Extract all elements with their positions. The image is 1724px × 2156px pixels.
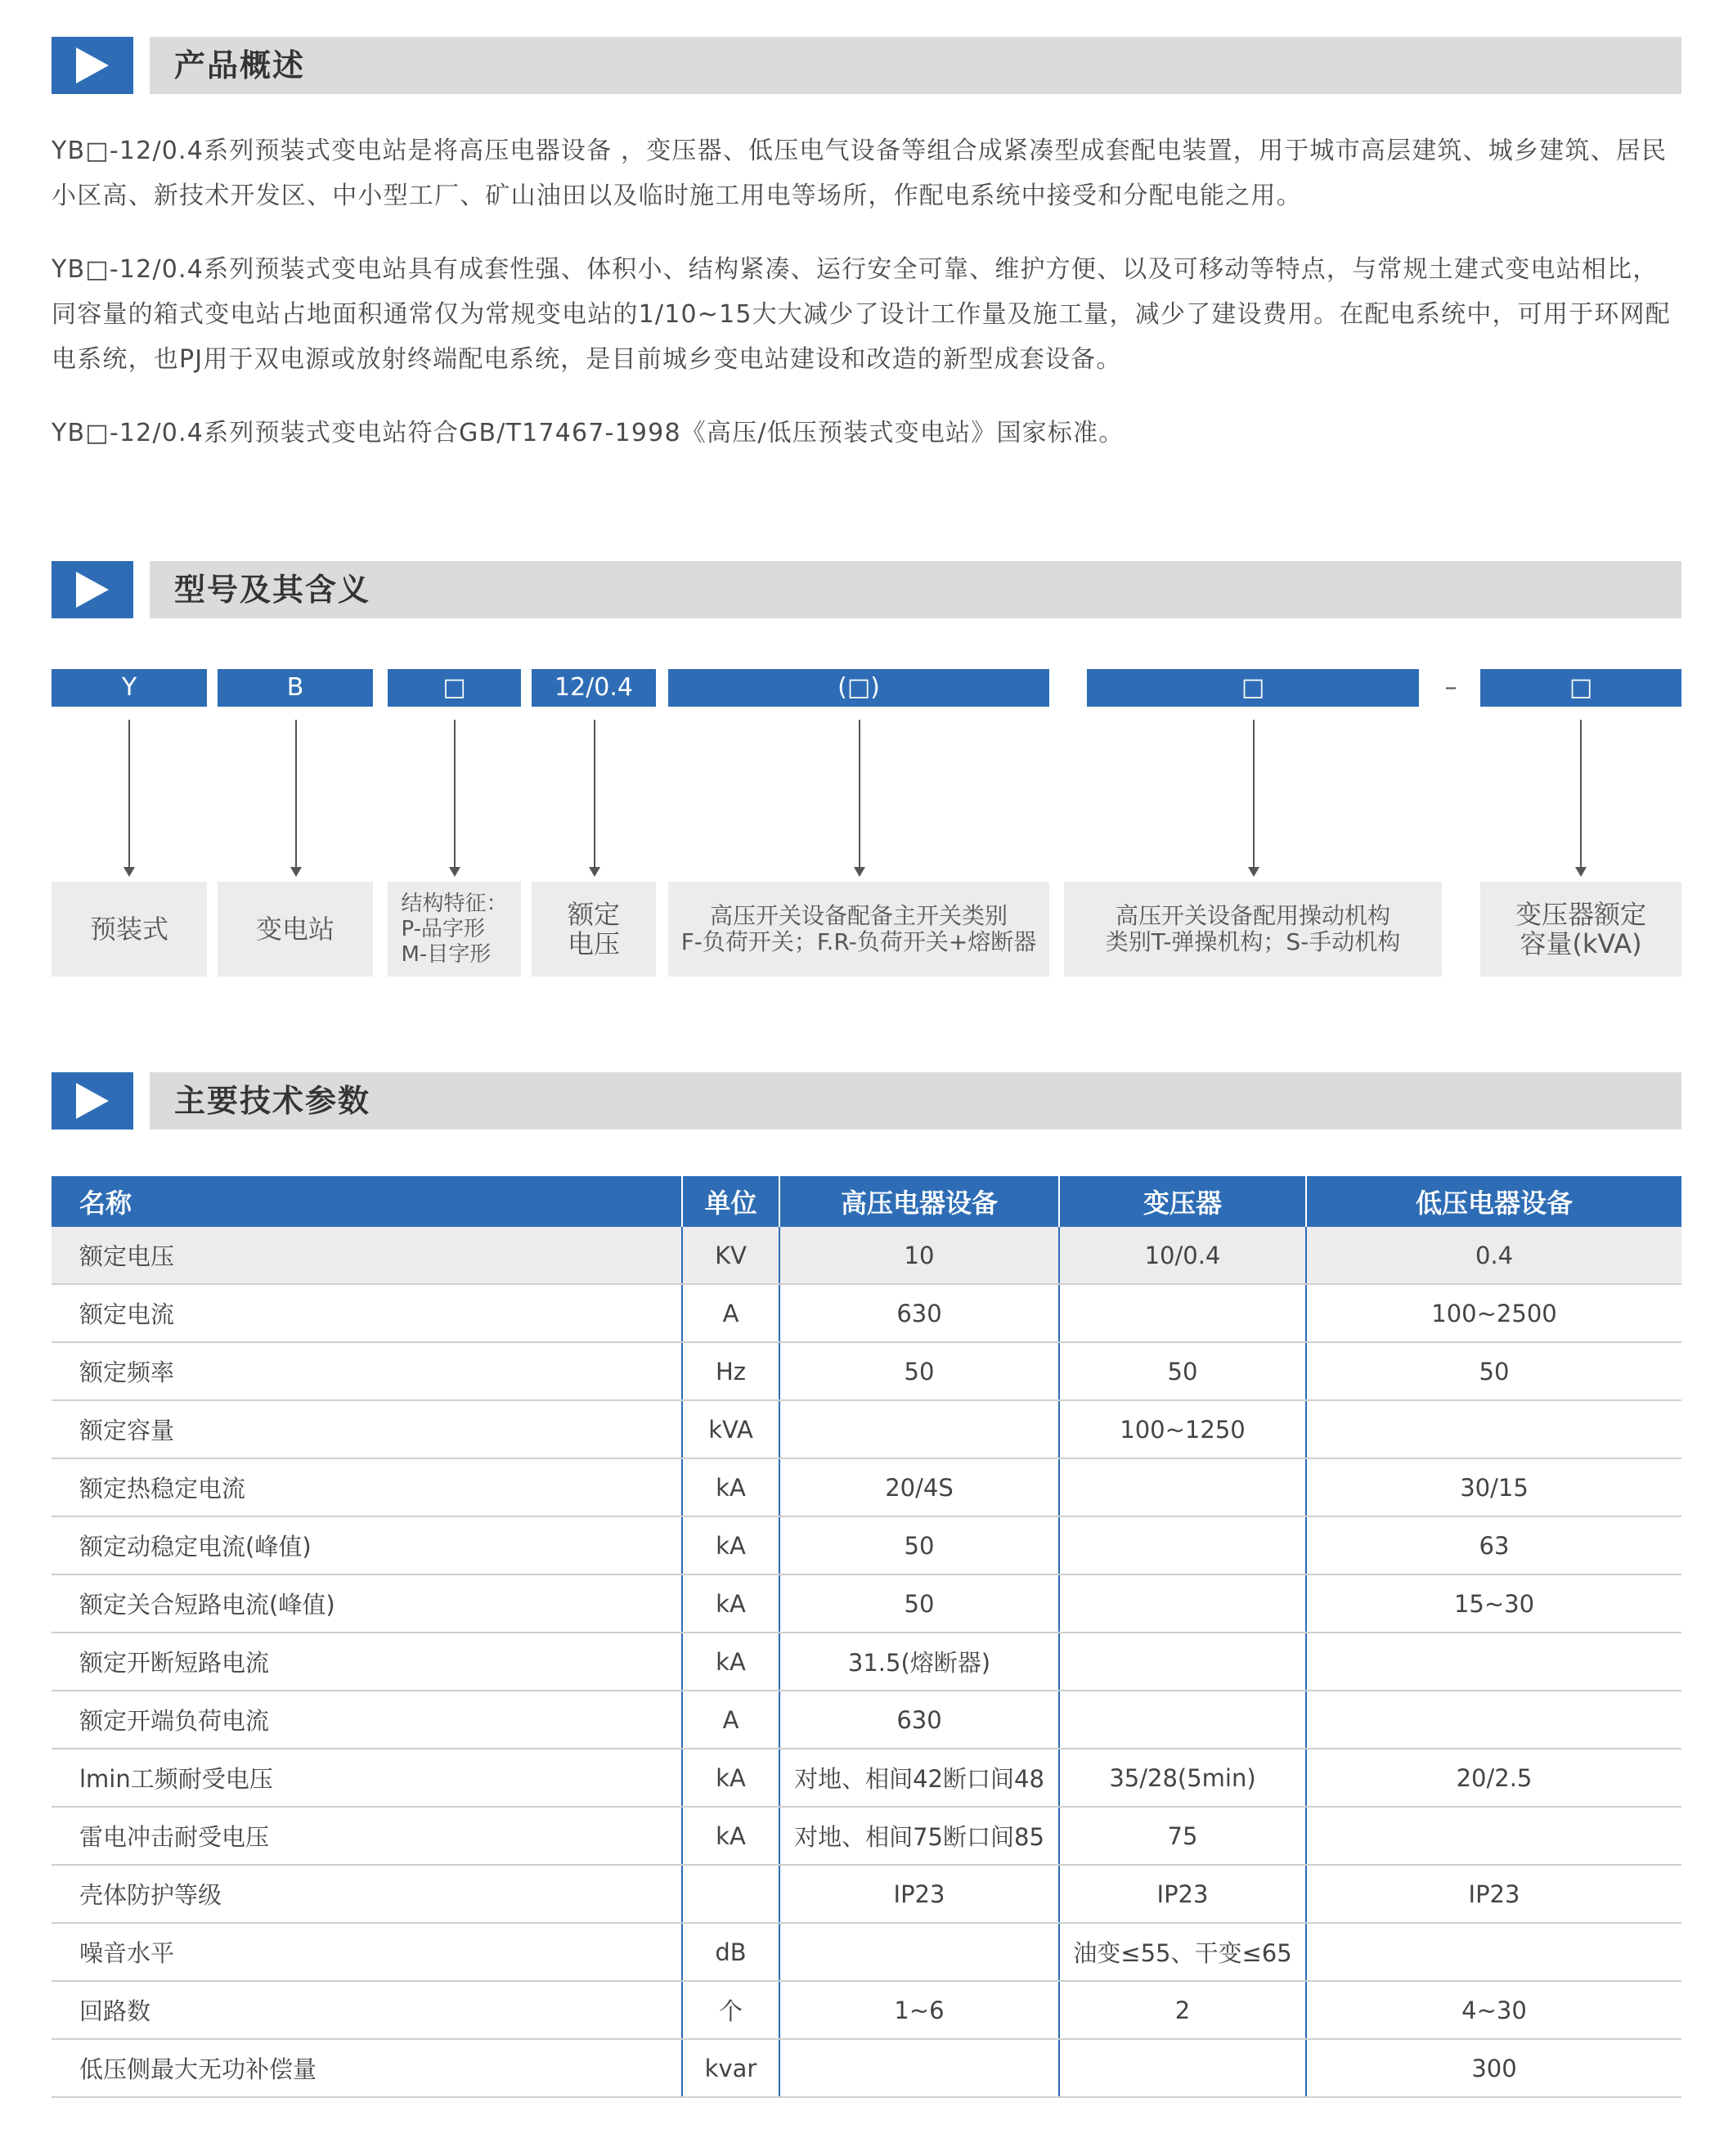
table-row: [52, 1865, 1681, 1923]
cell-hv: 对地、相间75断口间85: [779, 1807, 1059, 1865]
cell-name: 额定开端负荷电流: [52, 1691, 682, 1749]
code-box-main-switch: (□): [668, 669, 1049, 707]
play-icon: [52, 561, 133, 618]
table-row: [52, 1749, 1681, 1807]
cell-name: 低压侧最大无功补偿量: [52, 2039, 682, 2097]
cell-name: 额定关合短路电流(峰值): [52, 1574, 682, 1633]
cell-unit: [682, 1865, 779, 1923]
cell-lv: [1306, 1923, 1681, 1981]
cell-transformer: [1059, 2039, 1306, 2097]
cell-lv: 30/15: [1306, 1458, 1681, 1516]
spec-table: [52, 1176, 1681, 2098]
cell-transformer: 50: [1059, 1342, 1306, 1400]
meaning-structure: 结构特征： P-品字形 M-目字形: [388, 882, 521, 977]
cell-unit: kA: [682, 1749, 779, 1807]
table-row: [52, 1400, 1681, 1458]
table-row: [52, 1691, 1681, 1749]
cell-hv: 50: [779, 1342, 1059, 1400]
overview-paragraph-2: YB□-12/0.4系列预装式变电站具有成套性强、体积小、结构紧凑、运行安全可靠、维护方便、以及可移动等特点，与常规土建式变电站相比，同容量的箱式变电站占地面积通常仅为常规变电站的1/10~15大大减少了设计工作量及施工量，减少了建设费用。在配电系统中，可用于环网配电系统，也PJ用于双电源或放射终端配电系统，是目前城乡变电站建设和改造的新型成套设备。: [52, 255, 1671, 374]
arrow-down-icon: [1253, 720, 1255, 875]
section-header-model: [52, 561, 1681, 618]
cell-unit: dB: [682, 1923, 779, 1981]
table-row: [52, 1227, 1681, 1284]
cell-lv: IP23: [1306, 1865, 1681, 1923]
cell-name: 额定动稳定电流(峰值): [52, 1516, 682, 1574]
cell-lv: 20/2.5: [1306, 1749, 1681, 1807]
cell-hv: [779, 1923, 1059, 1981]
table-row: [52, 1458, 1681, 1516]
cell-transformer: 油变≤55、干变≤65: [1059, 1923, 1306, 1981]
cell-name: 壳体防护等级: [52, 1865, 682, 1923]
cell-lv: 0.4: [1306, 1227, 1681, 1284]
section-header-params: [52, 1072, 1681, 1130]
cell-transformer: 2: [1059, 1981, 1306, 2039]
cell-lv: [1306, 1400, 1681, 1458]
code-dash: –: [1444, 673, 1457, 702]
cell-name: 额定容量: [52, 1400, 682, 1458]
cell-lv: 300: [1306, 2039, 1681, 2097]
cell-unit: kVA: [682, 1400, 779, 1458]
code-box-mechanism: □: [1087, 669, 1419, 707]
arrow-down-icon: [454, 720, 456, 875]
section-title: 主要技术参数: [174, 1083, 371, 1119]
section-title: 产品概述: [174, 47, 306, 83]
section-title: 型号及其含义: [174, 572, 371, 608]
code-box-structure: □: [388, 669, 521, 707]
meaning-main-switch: 高压开关设备配备主开关类别 F-负荷开关；F.R-负荷开关+熔断器: [668, 882, 1049, 977]
table-row: [52, 1923, 1681, 1981]
cell-name: 额定电压: [52, 1227, 682, 1284]
overview-paragraph-3: YB□-12/0.4系列预装式变电站符合GB/T17467-1998《高压/低压预装式变电站》国家标准。: [52, 419, 1125, 447]
cell-lv: 100~2500: [1306, 1284, 1681, 1342]
cell-unit: kA: [682, 1574, 779, 1633]
cell-hv: 50: [779, 1516, 1059, 1574]
arrow-down-icon: [594, 720, 595, 875]
cell-unit: kvar: [682, 2039, 779, 2097]
cell-transformer: 100~1250: [1059, 1400, 1306, 1458]
arrow-down-icon: [1580, 720, 1582, 875]
meaning-prefab: 预装式: [52, 882, 207, 977]
arrow-down-icon: [859, 720, 860, 875]
cell-transformer: [1059, 1633, 1306, 1691]
meaning-mechanism: 高压开关设备配用操动机构 类别T-弹操机构；S-手动机构: [1064, 882, 1442, 977]
cell-transformer: [1059, 1458, 1306, 1516]
cell-hv: 1~6: [779, 1981, 1059, 2039]
cell-name: 额定频率: [52, 1342, 682, 1400]
cell-hv: IP23: [779, 1865, 1059, 1923]
overview-paragraph-1: YB□-12/0.4系列预装式变电站是将高压电器设备 ，变压器、低压电气设备等组合成紧凑型成套配电装置，用于城市高层建筑、城乡建筑、居民小区高、新技术开发区、中小型工厂、矿山油田以及临时施工用电等场所，作配电系统中接受和分配电能之用。: [52, 137, 1668, 210]
cell-transformer: [1059, 1284, 1306, 1342]
cell-hv: [779, 1400, 1059, 1458]
cell-lv: 4~30: [1306, 1981, 1681, 2039]
cell-lv: 63: [1306, 1516, 1681, 1574]
col-header-unit: 单位: [682, 1176, 779, 1227]
cell-hv: 10: [779, 1227, 1059, 1284]
cell-lv: 50: [1306, 1342, 1681, 1400]
cell-hv: 630: [779, 1284, 1059, 1342]
cell-hv: 630: [779, 1691, 1059, 1749]
arrow-down-icon: [295, 720, 297, 875]
table-row: [52, 1574, 1681, 1633]
arrow-down-icon: [128, 720, 130, 875]
table-row: [52, 1981, 1681, 2039]
col-header-lv: 低压电器设备: [1306, 1176, 1681, 1227]
play-icon: [52, 1072, 133, 1130]
cell-transformer: 10/0.4: [1059, 1227, 1306, 1284]
cell-lv: [1306, 1807, 1681, 1865]
table-row: [52, 1807, 1681, 1865]
cell-lv: 15~30: [1306, 1574, 1681, 1633]
meaning-substation: 变电站: [218, 882, 373, 977]
meaning-capacity: 变压器额定 容量(kVA): [1480, 882, 1681, 977]
cell-unit: kA: [682, 1458, 779, 1516]
cell-transformer: [1059, 1691, 1306, 1749]
table-row: [52, 1284, 1681, 1342]
cell-name: 额定热稳定电流: [52, 1458, 682, 1516]
cell-name: 回路数: [52, 1981, 682, 2039]
play-icon: [52, 37, 133, 94]
col-header-name: 名称: [52, 1176, 682, 1227]
cell-lv: [1306, 1633, 1681, 1691]
cell-hv: [779, 2039, 1059, 2097]
cell-transformer: 35/28(5min): [1059, 1749, 1306, 1807]
cell-hv: 50: [779, 1574, 1059, 1633]
cell-name: 额定电流: [52, 1284, 682, 1342]
section-header-overview: [52, 37, 1681, 94]
cell-unit: 个: [682, 1981, 779, 2039]
table-header-row: [52, 1176, 1681, 1227]
cell-transformer: [1059, 1516, 1306, 1574]
cell-name: lmin工频耐受电压: [52, 1749, 682, 1807]
cell-hv: 31.5(熔断器): [779, 1633, 1059, 1691]
cell-unit: Hz: [682, 1342, 779, 1400]
table-row: [52, 1342, 1681, 1400]
cell-transformer: IP23: [1059, 1865, 1306, 1923]
table-row: [52, 2039, 1681, 2097]
cell-name: 额定开断短路电流: [52, 1633, 682, 1691]
code-box-capacity: □: [1480, 669, 1681, 707]
code-box-y: Y: [52, 669, 207, 707]
cell-unit: kA: [682, 1516, 779, 1574]
col-header-transformer: 变压器: [1059, 1176, 1306, 1227]
cell-lv: [1306, 1691, 1681, 1749]
table-row: [52, 1516, 1681, 1574]
cell-unit: KV: [682, 1227, 779, 1284]
cell-hv: 20/4S: [779, 1458, 1059, 1516]
cell-unit: A: [682, 1284, 779, 1342]
cell-unit: A: [682, 1691, 779, 1749]
cell-name: 雷电冲击耐受电压: [52, 1807, 682, 1865]
meaning-rated-voltage: 额定 电压: [532, 882, 656, 977]
code-box-b: B: [218, 669, 373, 707]
cell-unit: kA: [682, 1807, 779, 1865]
cell-transformer: [1059, 1574, 1306, 1633]
cell-unit: kA: [682, 1633, 779, 1691]
cell-hv: 对地、相间42断口间48: [779, 1749, 1059, 1807]
col-header-hv: 高压电器设备: [779, 1176, 1059, 1227]
cell-name: 噪音水平: [52, 1923, 682, 1981]
cell-transformer: 75: [1059, 1807, 1306, 1865]
code-box-voltage: 12/0.4: [532, 669, 656, 707]
table-row: [52, 1633, 1681, 1691]
